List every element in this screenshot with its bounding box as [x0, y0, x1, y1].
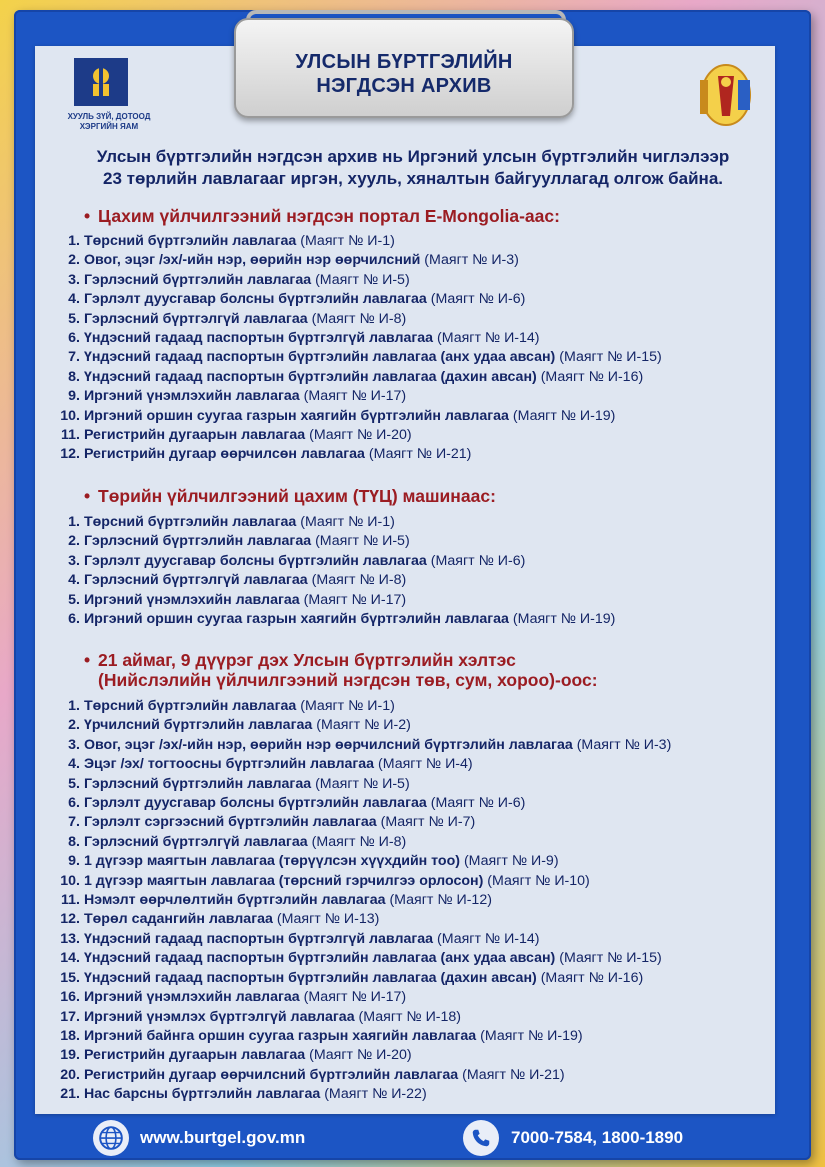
item-name: Нас барсны бүртгэлийн лавлагаа [83, 1086, 321, 1103]
item-name: Төрөл садангийн лавлагаа [83, 911, 273, 928]
item-form-code: (Маягт № И-12) [389, 892, 492, 909]
list-item [52, 445, 662, 464]
item-number: 17. [60, 1008, 80, 1025]
item-form-code: (Маягт № И-1) [300, 233, 395, 249]
list-item [52, 513, 615, 532]
item-name: Регистрийн дугаарын лавлагаа [83, 1047, 306, 1064]
item-form-code: (Маягт № И-19) [480, 1027, 583, 1044]
section-title-text-line1: 21 аймаг, 9 дүүрэг дэх Улсын бүртгэлийн хэлтэс [98, 650, 516, 670]
item-form-code: (Маягт № И-16) [540, 368, 644, 385]
item-number: 6. [68, 330, 80, 347]
website-link[interactable]: www.burtgel.gov.mn [140, 1128, 306, 1147]
list-item [52, 833, 671, 852]
item-form-code: (Маягт № И-1) [300, 698, 395, 714]
phone-numbers[interactable]: 7000-7584, 1800-1890 [511, 1128, 684, 1147]
item-form-code: (Маягт № И-4) [378, 756, 473, 773]
item-form-code: (Маягт № И-6) [430, 552, 526, 569]
item-number: 3. [68, 736, 80, 753]
item-form-code: (Маягт № И-15) [559, 349, 662, 366]
item-form-code: (Маягт № И-7) [380, 814, 476, 831]
item-number: 8. [68, 368, 80, 385]
list-item [52, 426, 662, 445]
list-item [52, 290, 662, 309]
item-name: Регистрийн дугаар өөрчилсөн лавлагаа [83, 446, 365, 463]
item-form-code: (Маягт № И-9) [463, 853, 559, 870]
item-form-code: (Маягт № И-5) [315, 533, 410, 550]
page-title [236, 50, 572, 98]
item-form-code: (Маягт № И-21) [462, 1066, 565, 1083]
item-form-code: (Маягт № И-10) [487, 872, 590, 889]
item-form-code: (Маягт № И-3) [576, 736, 672, 753]
globe-icon [93, 1120, 129, 1156]
item-number: 9. [68, 853, 80, 870]
item-name: Гэрлэсний бүртгэлгүй лавлагаа [83, 310, 308, 327]
item-number: 7. [68, 814, 80, 831]
item-form-code: (Маягт № И-18) [358, 1008, 462, 1025]
list-item [52, 872, 671, 891]
state-registration-logo-icon [690, 60, 762, 130]
item-number: 5. [68, 310, 80, 327]
item-name: Төрсний бүртгэлийн лавлагаа [83, 698, 297, 714]
list-item [52, 532, 615, 551]
item-number: 9. [68, 388, 80, 405]
intro-text [52, 146, 774, 190]
item-number: 10. [60, 872, 80, 889]
item-name: Иргэний оршин суугаа газрын хаягийн бүртгэлийн лавлагаа [83, 407, 509, 424]
item-name: Гэрлэлт дуусгавар болсны бүртгэлийн лавлагаа [83, 291, 427, 308]
item-number: 10. [60, 407, 80, 424]
list-item [52, 716, 671, 735]
list-item [52, 1085, 671, 1104]
item-form-code: (Маягт № И-2) [316, 717, 411, 734]
list-item [52, 794, 671, 813]
item-number: 19. [60, 1047, 80, 1064]
item-number: 4. [68, 756, 80, 773]
item-name: Регистрийн дугаарын лавлагаа [83, 427, 306, 444]
list-item [52, 1008, 671, 1027]
item-form-code: (Маягт № И-19) [512, 407, 616, 424]
item-number: 3. [68, 271, 80, 288]
item-name: Гэрлэсний бүртгэлгүй лавлагаа [83, 572, 308, 589]
intro-line1: Улсын бүртгэлийн нэгдсэн архив нь Иргэний улсын бүртгэлийн чиглэлээр [96, 147, 730, 166]
item-number: 2. [68, 533, 80, 550]
item-form-code: (Маягт № И-6) [430, 291, 526, 308]
item-name: Төрсний бүртгэлийн лавлагаа [83, 233, 297, 249]
page-title-line1: УЛСЫН БҮРТГЭЛИЙН [295, 51, 513, 73]
item-number: 1. [68, 233, 80, 249]
item-name: Иргэний үнэмлэхийн лавлагаа [83, 388, 300, 405]
item-name: Эцэг /эх/ тогтоосны бүртгэлийн лавлагаа [83, 756, 375, 773]
item-number: 4. [68, 291, 80, 308]
item-number: 2. [68, 252, 80, 269]
item-name: Гэрлэлт дуусгавар болсны бүртгэлийн лавлагаа [83, 552, 427, 569]
list-item [52, 775, 671, 794]
item-name: Иргэний оршин суугаа газрын хаягийн бүртгэлийн лавлагаа [83, 611, 509, 628]
list-item [52, 387, 662, 406]
bullet-icon: • [84, 486, 91, 506]
bullet-icon: • [84, 650, 91, 670]
item-number: 16. [60, 989, 80, 1006]
item-form-code: (Маягт № И-20) [309, 1047, 412, 1064]
item-form-code: (Маягт № И-17) [303, 388, 407, 405]
item-number: 3. [68, 552, 80, 569]
item-form-code: (Маягт № И-15) [559, 950, 662, 967]
item-form-code: (Маягт № И-8) [311, 833, 407, 850]
section-title-offices [84, 650, 598, 690]
list-item [52, 910, 671, 929]
item-name: Гэрлэсний бүртгэлгүй лавлагаа [83, 833, 308, 850]
item-number: 15. [60, 969, 80, 986]
list-item [52, 1027, 671, 1046]
item-name: Гэрлэлт дуусгавар болсны бүртгэлийн лавлагаа [83, 795, 427, 812]
item-number: 13. [60, 930, 80, 947]
list-item [52, 736, 671, 755]
offices-list [52, 697, 671, 1105]
item-name: Иргэний үнэмлэхийн лавлагаа [83, 591, 300, 608]
list-item [52, 1046, 671, 1065]
item-number: 5. [68, 775, 80, 792]
item-form-code: (Маягт № И-3) [424, 252, 519, 269]
section-title-text-line2: (Нийслэлийн үйлчилгээний нэгдсэн төв, сум, хороо)-оос: [98, 670, 598, 690]
item-number: 21. [60, 1086, 80, 1103]
list-item [52, 271, 662, 290]
item-form-code: (Маягт № И-19) [512, 611, 616, 628]
list-item [52, 552, 615, 571]
item-name: 1 дүгээр маягтын лавлагаа (төрсний гэрчилгээ орлосон) [83, 872, 484, 889]
item-name: Иргэний үнэмлэх бүртгэлгүй лавлагаа [83, 1008, 355, 1025]
item-number: 20. [60, 1066, 80, 1083]
item-form-code: (Маягт № И-22) [324, 1086, 427, 1103]
item-number: 1. [68, 698, 80, 714]
item-form-code: (Маягт № И-1) [300, 514, 395, 530]
ministry-emblem-icon [74, 58, 128, 106]
item-form-code: (Маягт № И-16) [540, 969, 644, 986]
list-item [52, 251, 662, 270]
item-number: 11. [61, 427, 80, 444]
item-name: Үндэсний гадаад паспортын бүртгэлгүй лавлагаа [83, 930, 434, 947]
list-item [52, 232, 662, 251]
intro-line2: 23 төрлийн лавлагааг иргэн, хууль, хяналтын байгууллагад олгож байна. [103, 169, 723, 188]
list-item [52, 310, 662, 329]
item-name: Гэрлэсний бүртгэлийн лавлагаа [83, 533, 312, 550]
item-form-code: (Маягт № И-8) [311, 310, 407, 327]
list-item [52, 988, 671, 1007]
item-form-code: (Маягт № И-20) [309, 427, 412, 444]
item-number: 18. [60, 1027, 80, 1044]
emongolia-list [52, 232, 662, 465]
list-item [52, 368, 662, 387]
list-item [52, 969, 671, 988]
list-item [52, 329, 662, 348]
item-number: 5. [68, 591, 80, 608]
list-item [52, 591, 615, 610]
item-number: 12. [60, 446, 80, 463]
item-number: 6. [68, 795, 80, 812]
list-item [52, 1066, 671, 1085]
list-item [52, 852, 671, 871]
list-item [52, 348, 662, 367]
item-form-code: (Маягт № И-13) [276, 911, 380, 928]
item-name: Иргэний байнга оршин суугаа газрын хаягийн лавлагаа [83, 1027, 477, 1044]
item-name: Регистрийн дугаар өөрчилсний бүртгэлийн лавлагаа [83, 1066, 459, 1083]
item-name: Гэрлэлт сэргээсний бүртгэлийн лавлагаа [83, 814, 377, 831]
section-title-text: Төрийн үйлчилгээний цахим (ТҮЦ) машинаас: [98, 486, 496, 506]
list-item [52, 930, 671, 949]
item-name: Төрсний бүртгэлийн лавлагаа [83, 514, 297, 530]
item-number: 7. [68, 349, 80, 366]
list-item [52, 891, 671, 910]
section-title-text: Цахим үйлчилгээний нэгдсэн портал E-Mongolia-аас: [98, 206, 560, 226]
item-number: 1. [68, 514, 80, 530]
list-item [52, 755, 671, 774]
item-form-code: (Маягт № И-6) [430, 795, 526, 812]
item-form-code: (Маягт № И-21) [368, 446, 472, 463]
list-item [52, 697, 671, 716]
item-name: Үндэсний гадаад паспортын бүртгэлийн лавлагаа (анх удаа авсан) [83, 950, 556, 967]
phone-icon [463, 1120, 499, 1156]
item-name: Гэрлэсний бүртгэлийн лавлагаа [83, 271, 312, 288]
item-form-code: (Маягт № И-5) [315, 775, 410, 792]
item-name: Үндэсний гадаад паспортын бүртгэлийн лавлагаа (анх удаа авсан) [83, 349, 556, 366]
kiosk-list [52, 513, 615, 629]
list-item [52, 949, 671, 968]
item-form-code: (Маягт № И-14) [437, 930, 540, 947]
list-item [52, 610, 615, 629]
item-form-code: (Маягт № И-14) [437, 330, 540, 347]
item-number: 8. [68, 833, 80, 850]
list-item [52, 813, 671, 832]
item-number: 11. [61, 892, 80, 909]
item-number: 4. [68, 572, 80, 589]
item-number: 6. [68, 611, 80, 628]
item-name: Гэрлэсний бүртгэлийн лавлагаа [83, 775, 312, 792]
section-title-emongolia [84, 206, 560, 226]
page-title-line2: НЭГДСЭН АРХИВ [316, 75, 492, 97]
list-item [52, 571, 615, 590]
item-form-code: (Маягт № И-17) [303, 591, 407, 608]
clip-header [234, 18, 574, 118]
item-form-code: (Маягт № И-5) [315, 271, 410, 288]
item-number: 14. [60, 950, 80, 967]
item-name: Овог, эцэг /эх/-ийн нэр, өөрийн нэр өөрчилсний бүртгэлийн лавлагаа [83, 736, 573, 753]
item-name: Үрчилсний бүртгэлийн лавлагаа [83, 717, 313, 734]
item-number: 2. [68, 717, 80, 734]
item-name: Үндэсний гадаад паспортын бүртгэлгүй лавлагаа [83, 330, 434, 347]
item-name: 1 дүгээр маягтын лавлагаа (төрүүлсэн хүүхдийн тоо) [83, 853, 460, 870]
list-item [52, 407, 662, 426]
item-form-code: (Маягт № И-17) [303, 989, 407, 1006]
bullet-icon: • [84, 206, 91, 226]
item-form-code: (Маягт № И-8) [311, 572, 407, 589]
item-name: Овог, эцэг /эх/-ийн нэр, өөрийн нэр өөрчилсний [83, 252, 421, 269]
ministry-name: ХУУЛЬ ЗҮЙ, ДОТООД ХЭРГИЙН ЯАМ [67, 112, 151, 131]
item-number: 12. [60, 911, 80, 928]
item-name: Үндэсний гадаад паспортын бүртгэлийн лавлагаа (дахин авсан) [83, 368, 537, 385]
section-title-kiosk [84, 486, 496, 506]
item-name: Иргэний үнэмлэхийн лавлагаа [83, 989, 300, 1006]
item-name: Үндэсний гадаад паспортын бүртгэлийн лавлагаа (дахин авсан) [83, 969, 537, 986]
item-name: Нэмэлт өөрчлөлтийн бүртгэлийн лавлагаа [83, 892, 386, 909]
